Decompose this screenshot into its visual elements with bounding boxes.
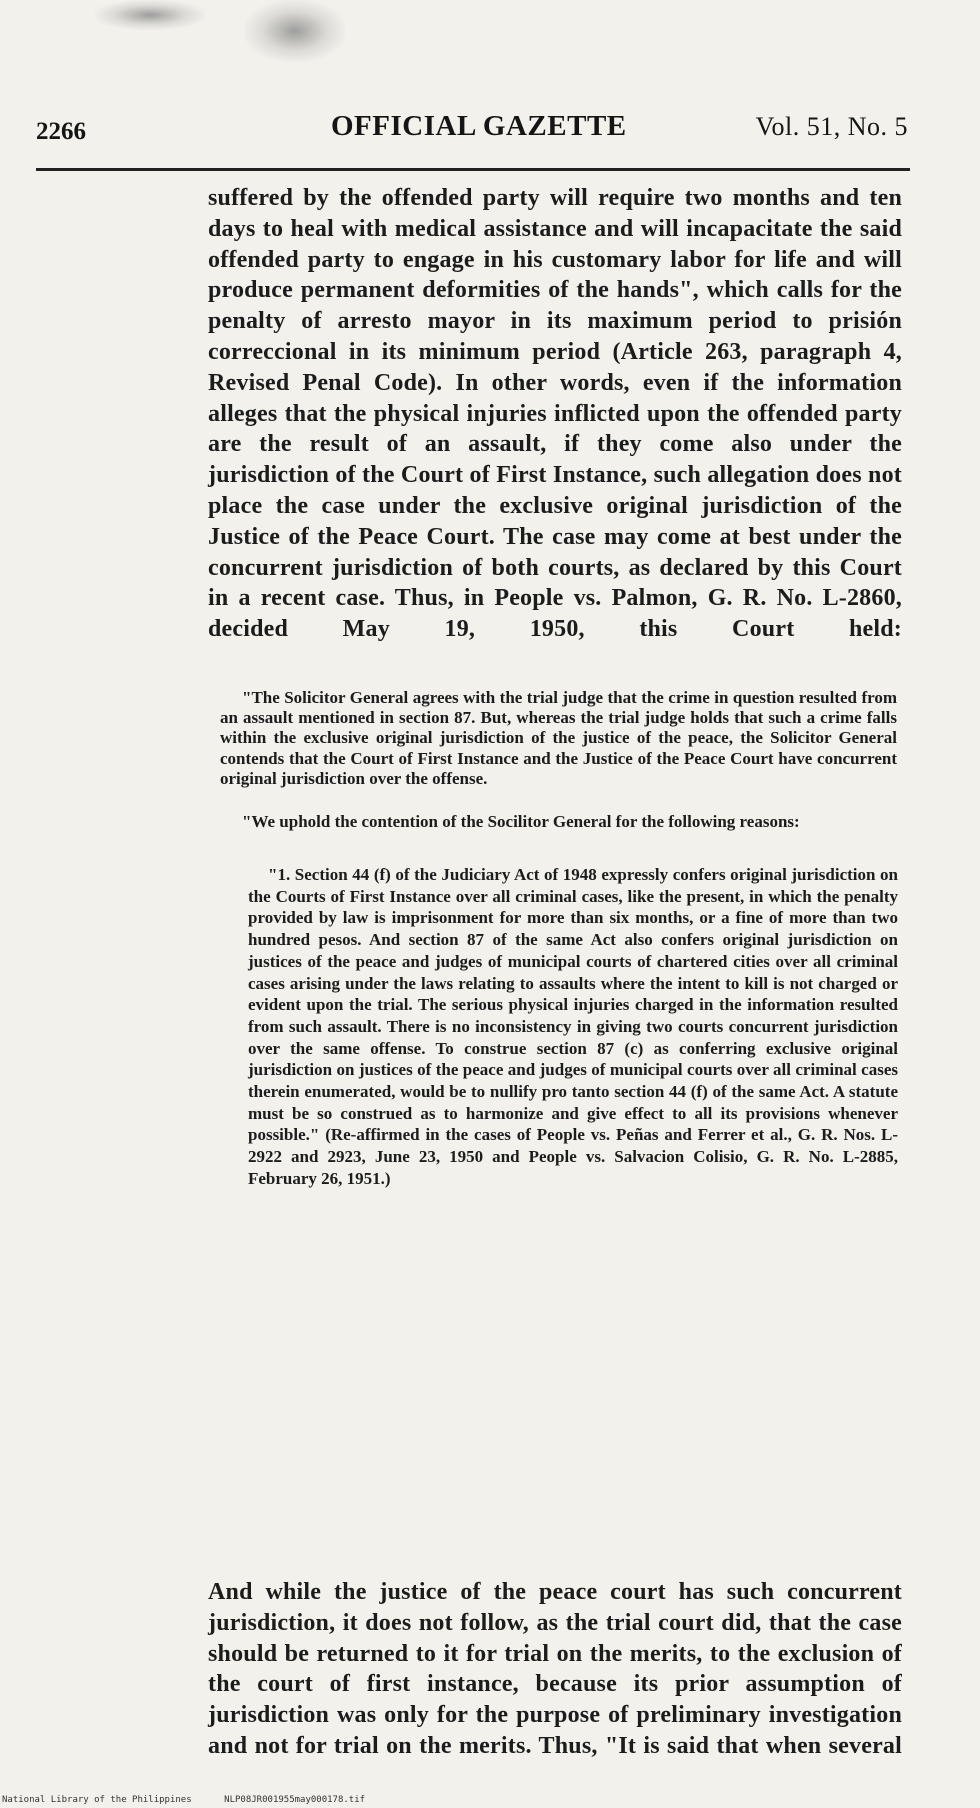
body-paragraph-2 <box>208 1577 902 1762</box>
scan-footer <box>2 1795 365 1805</box>
body-paragraph-1 <box>208 183 902 645</box>
header-rule <box>36 168 910 171</box>
quotation-text: "We uphold the contention of the Socilitor General for the following reasons: <box>242 812 800 831</box>
quotation-text: "1. Section 44 (f) of the Judiciary Act of 1948 expressly confers original jurisdiction on the Courts of First Instance over all criminal cases, like the present, in which the penalty provided by law is imprisonment for more than six months, or a fine of more than two hundred pesos. And section 87 of the same Act also confers original jurisdiction on justices of the peace and judges of municipal courts of chartered cities over all criminal cases arising under the laws relating to assaults where the intent to kill is not charged or evident upon the trial. The serious physical injuries charged in the information resulted from such assault. There is no inconsistency in giving two courts concurrent jurisdiction over the same offense. To construe section 87 (c) as conferring exclusive original jurisdiction on justices of the peace and judges of municipal courts over all criminal cases therein enumerated, would be to nullify pro tanto section 44 (f) of the same Act. A statute must be so construed as to harmonize and give effect to all its provisions whenever possible." (Re-affirmed in the cases of People vs. Peñas and Ferrer et al., G. R. Nos. L-2922 and 2923, June 23, 1950 and People vs. Salvacion Colisio, G. R. No. L-2885, February 26, 1951.) <box>248 865 898 1188</box>
paragraph-text: And while the justice of the peace court has such concurrent jurisdiction, it does not follow, as the trial court did, that the case should be returned to it for trial on the merits, to the exclusion of the court of first instance, because its prior assumption of jurisdiction was only for the purpose of preliminary investigation and not for trial on the merits. Thus, "It is said that when several <box>208 1579 902 1759</box>
page-number: 2266 <box>36 118 86 145</box>
scan-smudge <box>95 0 205 30</box>
volume-number: Vol. 51, No. 5 <box>755 112 908 141</box>
footer-source: National Library of the Philippines <box>2 1795 192 1805</box>
quotation-text: "The Solicitor General agrees with the trial judge that the crime in question resulted from an assault mentioned in section 87. But, whereas the trial judge holds that such a crime falls within the exclusive original jurisdiction of the justice of the peace, the Solicitor General contends that the Court of First Instance and the Justice of the Peace Court have concurrent original jurisdiction over the offense. <box>220 688 897 788</box>
footer-filename: NLP08JR001955may000178.tif <box>224 1795 366 1805</box>
quotation-paragraph-3 <box>248 864 898 1190</box>
paragraph-text: suffered by the offended party will require two months and ten days to heal with medical assistance and will incapacitate the said offended party to engage in his customary labor for life and will produce permanent deformities of the hands", which calls for the penalty of arresto mayor in its maximum period to prisión correccional in its minimum period (Article 263, paragraph 4, Revised Penal Code). In other words, even if the information alleges that the physical injuries inflicted upon the offended party are the result of an assault, if they come also under the jurisdiction of the Court of First Instance, such allegation does not place the case under the exclusive original jurisdiction of the Justice of the Peace Court. The case may come at best under the concurrent jurisdiction of both courts, as declared by this Court in a recent case. Thus, in People vs. Palmon, G. R. No. L-2860, decided May 19, 1950, this Court held: <box>208 185 902 643</box>
scan-smudge <box>245 0 345 62</box>
quotation-paragraph-2 <box>220 812 897 832</box>
publication-title: OFFICIAL GAZETTE <box>331 110 627 142</box>
quotation-paragraph-1 <box>220 688 897 789</box>
